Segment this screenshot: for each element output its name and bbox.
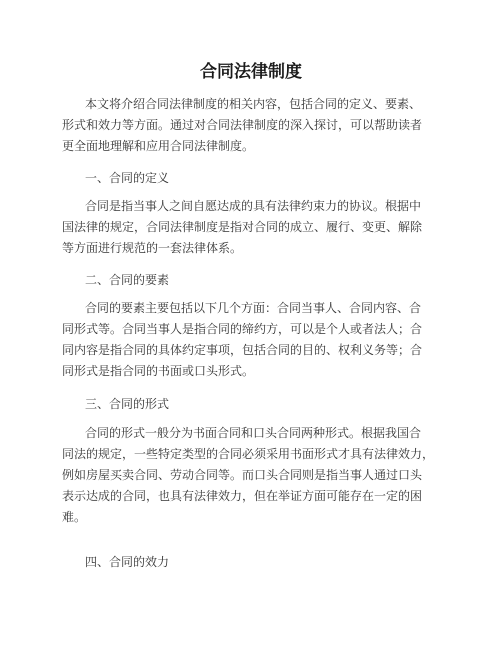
section-paragraph-elements bbox=[0, 298, 502, 382]
intro-paragraph bbox=[0, 94, 502, 157]
paragraph-line: 国法律的规定，合同法律制度是指对合同的成立、履行、变更、解除 bbox=[62, 220, 423, 234]
section-paragraph-form bbox=[0, 423, 502, 528]
section-heading-form: 三、合同的形式 bbox=[85, 397, 170, 411]
section-paragraph-definition bbox=[0, 196, 502, 259]
paragraph-line: 同形式等。合同当事人是指合同的缔约方，可以是个人或者法人；合 bbox=[62, 322, 423, 336]
paragraph-line: 同形式是指合同的书面或口头形式。 bbox=[62, 364, 255, 378]
section-heading-definition: 一、合同的定义 bbox=[85, 171, 170, 185]
paragraph-line: 同法的规定，一些特定类型的合同必须采用书面形式才具有法律效力， bbox=[62, 447, 435, 461]
section-heading-validity: 四、合同的效力 bbox=[85, 555, 170, 569]
intro-line: 形式和效力等方面。通过对合同法律制度的深入探讨，可以帮助读者 bbox=[62, 118, 423, 132]
paragraph-line: 等方面进行规范的一套法律体系。 bbox=[62, 241, 243, 255]
intro-line: 更全面地理解和应用合同法律制度。 bbox=[62, 139, 255, 153]
paragraph-line: 合同的形式一般分为书面合同和口头合同两种形式。根据我国合 bbox=[85, 426, 422, 440]
paragraph-line: 合同的要素主要包括以下几个方面：合同当事人、合同内容、合 bbox=[85, 301, 422, 315]
paragraph-line: 表示达成的合同，也具有法律效力，但在举证方面可能存在一定的困 bbox=[62, 489, 423, 503]
paragraph-line: 同内容是指合同的具体约定事项，包括合同的目的、权利义务等；合 bbox=[62, 343, 423, 357]
paragraph-line: 例如房屋买卖合同、劳动合同等。而口头合同则是指当事人通过口头 bbox=[62, 468, 423, 482]
paragraph-line: 难。 bbox=[62, 510, 87, 524]
intro-line: 本文将介绍合同法律制度的相关内容，包括合同的定义、要素、 bbox=[85, 97, 422, 111]
paragraph-line: 合同是指当事人之间自愿达成的具有法律约束力的协议。根据中 bbox=[85, 199, 422, 213]
document-title: 合同法律制度 bbox=[200, 62, 302, 82]
section-heading-elements: 二、合同的要素 bbox=[85, 273, 170, 287]
